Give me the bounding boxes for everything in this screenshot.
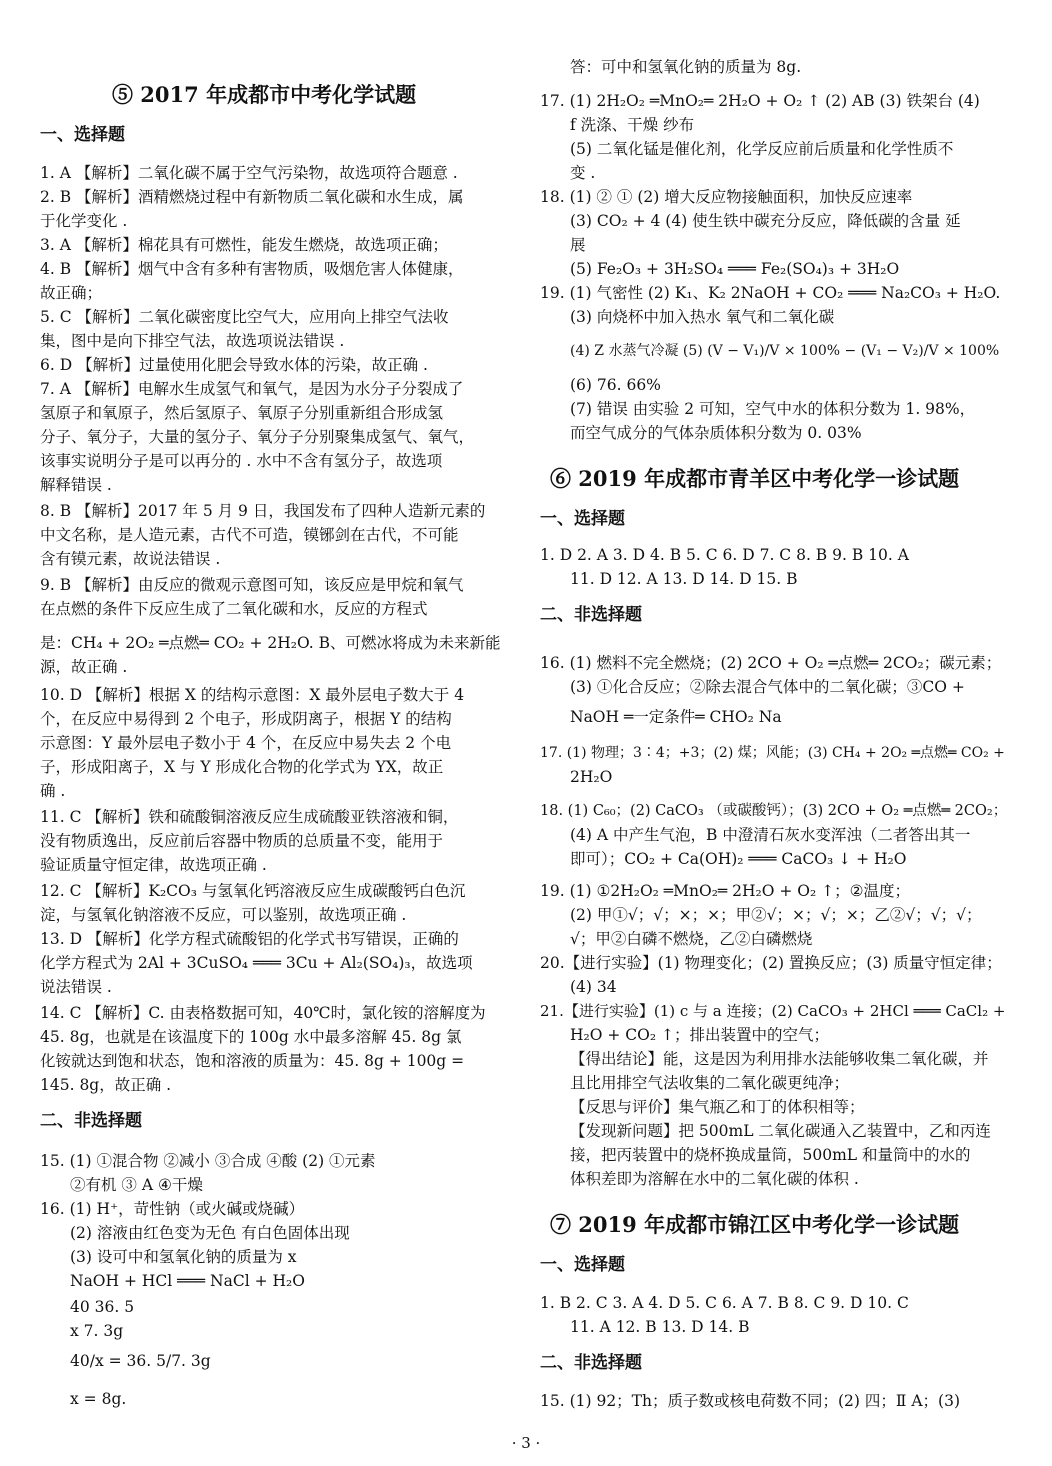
answer-line: 示意图：Y 最外层电子数小于 4 个，在反应中易失去 2 个电 xyxy=(40,734,452,752)
answer-line: 19. (1) ①2H₂O₂ ═MnO₂═ 2H₂O + O₂ ↑；②温度； xyxy=(540,882,911,900)
section-6-heading-choice: 一、选择题 xyxy=(540,509,625,529)
answer-line: 1. D 2. A 3. D 4. B 5. C 6. D 7. C 8. B 9. B 10. A xyxy=(540,546,909,564)
answer-line: 于化学变化 . xyxy=(40,212,128,230)
answer-line: 展 xyxy=(570,236,586,254)
answer-line: 8. B 【解析】2017 年 5 月 9 日，我国发布了四种人造新元素的 xyxy=(40,502,486,520)
answer-line: (2) 溶液由红色变为无色 有白色固体出现 xyxy=(70,1224,350,1242)
answer-line: (2) 甲①√；√；×；×；甲②√；×；√；×；乙②√；√；√； xyxy=(570,906,982,924)
answer-line: (6) 76. 66% xyxy=(570,376,661,394)
answer-line: 【反思与评价】集气瓶乙和丁的体积相等； xyxy=(570,1098,865,1116)
answer-line: 15. (1) 92；Th；质子数或核电荷数不同；(2) 四；Ⅱ A；(3) xyxy=(540,1392,960,1410)
answer-line: H₂O + CO₂ ↑；排出装置中的空气； xyxy=(570,1026,829,1044)
answer-line: (4) Z 水蒸气冷凝 (5) (V − V₁)/V × 100% − (V₁ − V₂)/V × 100% xyxy=(570,343,1000,359)
answer-line: 解释错误 . xyxy=(40,476,112,494)
answer-line: 5. C 【解析】二氧化碳密度比空气大，应用向上排空气法收 xyxy=(40,308,449,326)
answer-line: f 洗涤、干燥 纱布 xyxy=(570,116,695,134)
answer-line: (3) CO₂ + 4 (4) 使生铁中碳充分反应，降低碳的含量 延 xyxy=(570,212,961,230)
answer-line: 17. (1) 2H₂O₂ ═MnO₂═ 2H₂O + O₂ ↑ (2) AB (3) 铁架台 (4) xyxy=(540,92,980,110)
answer-line: 45. 8g，也就是在该温度下的 100g 水中最多溶解 45. 8g 氯 xyxy=(40,1028,462,1046)
answer-line: NaOH + HCl ═══ NaCl + H₂O xyxy=(70,1272,305,1290)
answer-line: 3. A 【解析】棉花具有可燃性，能发生燃烧，故选项正确； xyxy=(40,236,448,254)
answer-line: 中文名称，是人造元素，古代不可造，镆铘剑在古代，不可能 xyxy=(40,526,459,544)
answer-line: 变 . xyxy=(570,164,596,182)
answer-line: 接，把丙装置中的烧杯换成量筒，500mL 和量筒中的水的 xyxy=(570,1146,971,1164)
answer-line: 个，在反应中易得到 2 个电子，形成阴离子，根据 Y 的结构 xyxy=(40,710,452,728)
answer-line: 4. B 【解析】烟气中含有多种有害物质，吸烟危害人体健康， xyxy=(40,260,464,278)
answer-line: 1. B 2. C 3. A 4. D 5. C 6. A 7. B 8. C 9. D 10. C xyxy=(540,1294,909,1312)
answer-line: 16. (1) H⁺，苛性钠（或火碱或烧碱） xyxy=(40,1200,305,1218)
answer-line: 【得出结论】能，这是因为利用排水法能够收集二氧化碳，并 xyxy=(570,1050,989,1068)
answer-line: 9. B 【解析】由反应的微观示意图可知，该反应是甲烷和氧气 xyxy=(40,576,464,594)
answer-line: x = 8g. xyxy=(70,1390,127,1408)
answer-line: 该事实说明分子是可以再分的 . 水中不含有氢分子，故选项 xyxy=(40,452,443,470)
page-number: · 3 · xyxy=(511,1434,541,1452)
answer-line: 18. (1) ② ① (2) 增大反应物接触面积，加快反应速率 xyxy=(540,188,913,206)
answer-line: 6. D 【解析】过量使用化肥会导致水体的污染，故正确 . xyxy=(40,356,428,374)
answer-line: 集，图中是向下排空气法，故选项说法错误 . xyxy=(40,332,345,350)
answer-line: 体积差即为溶解在水中的二氧化碳的体积 . xyxy=(570,1170,859,1188)
answer-line: 2. B 【解析】酒精燃烧过程中有新物质二氧化碳和水生成，属 xyxy=(40,188,464,206)
section-7-heading-nonchoice: 二、非选择题 xyxy=(540,1353,642,1373)
answer-line: 40 36. 5 xyxy=(70,1298,135,1316)
answer-line: 没有物质逸出，反应前后容器中物质的总质量不变，能用于 xyxy=(40,832,444,850)
answer-line: 2H₂O xyxy=(570,768,613,786)
answer-line: 40/x = 36. 5/7. 3g xyxy=(70,1352,211,1370)
answer-line: √；甲②白磷不燃烧，乙②白磷燃烧 xyxy=(570,930,813,948)
answer-line: 21.【进行实验】(1) c 与 a 连接；(2) CaCO₃ + 2HCl ═══ CaCl₂ + xyxy=(540,1002,1006,1020)
answer-line: 氢原子和氧原子，然后氢原子、氧原子分别重新组合形成氢 xyxy=(40,404,444,422)
answer-line: 17. (1) 物理；3∶4；+3；(2) 煤；风能；(3) CH₄ + 2O₂ ═点燃═ CO₂ + xyxy=(540,745,1005,761)
answer-line: 12. C 【解析】K₂CO₃ 与氢氧化钙溶液反应生成碳酸钙白色沉 xyxy=(40,882,466,900)
answer-line: 11. C 【解析】铁和硫酸铜溶液反应生成硫酸亚铁溶液和铜， xyxy=(40,808,459,826)
section-5-heading-choice: 一、选择题 xyxy=(40,125,125,145)
answer-line: (7) 错误 由实验 2 可知，空气中水的体积分数为 1. 98%， xyxy=(570,400,976,418)
answer-line: 分子、氧分子，大量的氢分子、氧分子分别聚集成氢气、氧气， xyxy=(40,428,475,446)
answer-line: 10. D 【解析】根据 X 的结构示意图：X 最外层电子数大于 4 xyxy=(40,686,465,704)
answer-line: 1. A 【解析】二氧化碳不属于空气污染物，故选项符合题意 . xyxy=(40,164,458,182)
answer-line: 故正确； xyxy=(40,284,103,302)
answer-line: 在点燃的条件下反应生成了二氧化碳和水，反应的方程式 xyxy=(40,600,428,618)
answer-line: 11. D 12. A 13. D 14. D 15. B xyxy=(570,570,798,588)
section-5-title: ⑤ 2017 年成都市中考化学试题 xyxy=(112,82,417,107)
answer-line: (4) 34 xyxy=(570,978,617,996)
answer-line: 145. 8g，故正确 . xyxy=(40,1076,172,1094)
answer-line: 源，故正确 . xyxy=(40,658,128,676)
answer-line: (4) A 中产生气泡，B 中澄清石灰水变浑浊（二者答出其一 xyxy=(570,826,971,844)
answer-line: 15. (1) ①混合物 ②减小 ③合成 ④酸 (2) ①元素 xyxy=(40,1152,376,1170)
answer-line: 化铵就达到饱和状态，饱和溶液的质量为：45. 8g + 100g = xyxy=(40,1052,465,1070)
answer-line: 14. C 【解析】C. 由表格数据可知，40℃时，氯化铵的溶解度为 xyxy=(40,1004,486,1022)
section-6-heading-nonchoice: 二、非选择题 xyxy=(540,605,642,625)
section-7-title: ⑦ 2019 年成都市锦江区中考化学一诊试题 xyxy=(550,1212,960,1237)
answer-line: (3) ①化合反应；②除去混合气体中的二氧化碳；③CO + xyxy=(570,678,965,696)
answer-line: 淀，与氢氧化钠溶液不反应，可以鉴别，故选项正确 . xyxy=(40,906,407,924)
answer-line: 7. A 【解析】电解水生成氢气和氧气，是因为水分子分裂成了 xyxy=(40,380,464,398)
answer-line: (3) 设可中和氢氧化钠的质量为 x xyxy=(70,1248,297,1266)
answer-line: 13. D 【解析】化学方程式硫酸铝的化学式书写错误，正确的 xyxy=(40,930,459,948)
answer-line: 验证质量守恒定律，故选项正确 . xyxy=(40,856,267,874)
answer-line: 11. A 12. B 13. D 14. B xyxy=(570,1318,750,1336)
answer-line: 说法错误 . xyxy=(40,978,112,996)
answer-line: 16. (1) 燃料不完全燃烧；(2) 2CO + O₂ ═点燃═ 2CO₂；碳元素； xyxy=(540,654,1002,672)
answer-line: 化学方程式为 2Al + 3CuSO₄ ═══ 3Cu + Al₂(SO₄)₃，故选项 xyxy=(40,954,473,972)
answer-line: 【发现新问题】把 500mL 二氧化碳通入乙装置中，乙和丙连 xyxy=(570,1122,991,1140)
answer-line: 子，形成阳离子，X 与 Y 形成化合物的化学式为 YX，故正 xyxy=(40,758,444,776)
answer-line: 是：CH₄ + 2O₂ ═点燃═ CO₂ + 2H₂O. B、可燃冰将成为未来新能 xyxy=(40,634,501,652)
answer-line: 18. (1) C₆₀；(2) CaCO₃ （或碳酸钙）；(3) 2CO + O₂ ═点燃═ 2CO₂； xyxy=(540,803,1008,819)
answer-line: 而空气成分的气体杂质体积分数为 0. 03% xyxy=(570,424,862,442)
answer-line: 确 . xyxy=(40,782,66,800)
answer-line: 19. (1) 气密性 (2) K₁、K₂ 2NaOH + CO₂ ═══ Na₂CO₃ + H₂O. xyxy=(540,284,1001,302)
section-6-title: ⑥ 2019 年成都市青羊区中考化学一诊试题 xyxy=(550,466,960,491)
answer-line: NaOH ═一定条件═ CHO₂ Na xyxy=(570,708,782,726)
answer-line: 20.【进行实验】(1) 物理变化；(2) 置换反应；(3) 质量守恒定律； xyxy=(540,954,1002,972)
answer-line: 即可）；CO₂ + Ca(OH)₂ ═══ CaCO₃ ↓ + H₂O xyxy=(570,850,907,868)
section-5-heading-nonchoice: 二、非选择题 xyxy=(40,1111,142,1131)
answer-line: x 7. 3g xyxy=(70,1322,124,1340)
answer-line: (5) 二氧化锰是催化剂，化学反应前后质量和化学性质不 xyxy=(570,140,954,158)
answer-line: (5) Fe₂O₃ + 3H₂SO₄ ═══ Fe₂(SO₄)₃ + 3H₂O xyxy=(570,260,900,278)
answer-line: (3) 向烧杯中加入热水 氧气和二氧化碳 xyxy=(570,308,835,326)
answer-line: ②有机 ③ A ④干燥 xyxy=(70,1176,203,1194)
answer-line: 答：可中和氢氧化钠的质量为 8g. xyxy=(570,58,802,76)
answer-line: 且比用排空气法收集的二氧化碳更纯净； xyxy=(570,1074,850,1092)
section-7-heading-choice: 一、选择题 xyxy=(540,1255,625,1275)
answer-line: 含有镆元素，故说法错误 . xyxy=(40,550,221,568)
